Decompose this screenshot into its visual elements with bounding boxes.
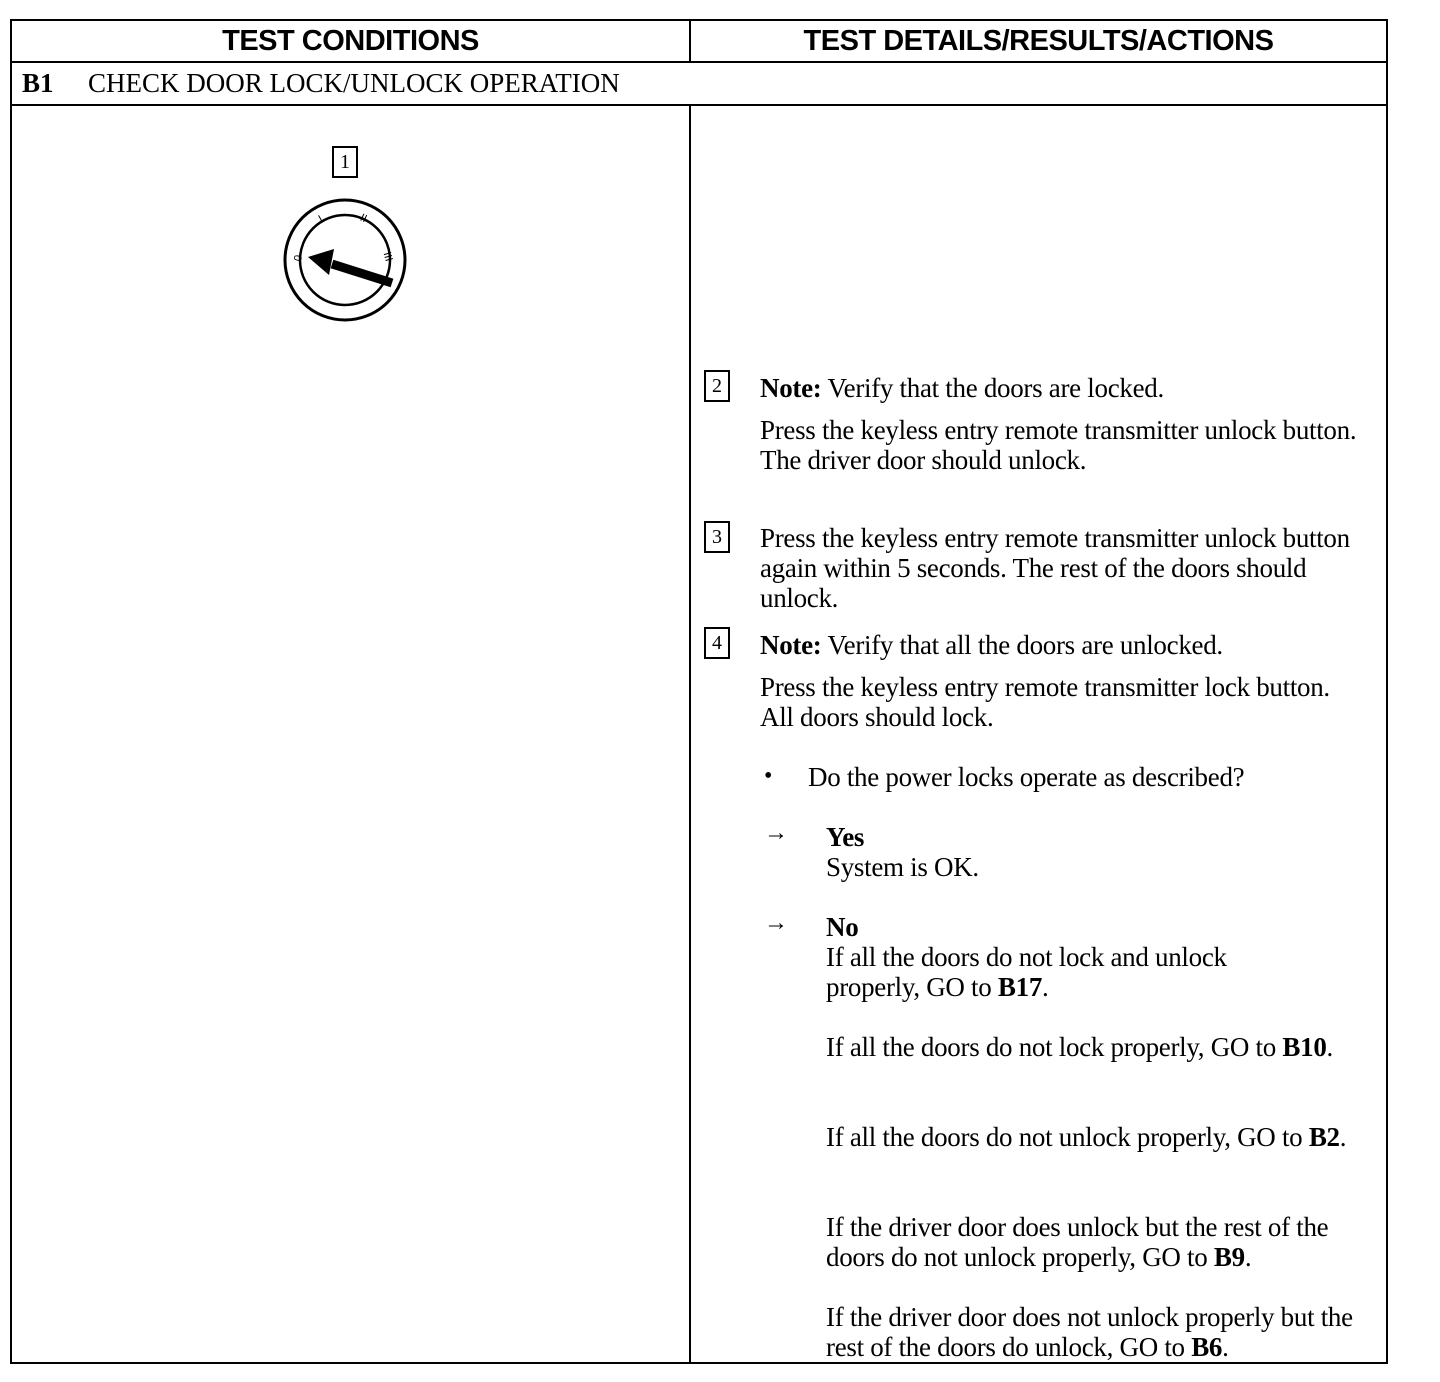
no-action: If all the doors do not unlock properly, GO to B2. xyxy=(826,1122,1347,1152)
no-action-text: If the driver door does not unlock properly but the rest of the doors do unlock, GO to xyxy=(826,1302,1353,1362)
no-action: If the driver door does not unlock properly but the rest of the doors do unlock, GO to B6. xyxy=(826,1302,1353,1362)
no-action-target: B9 xyxy=(1213,1242,1245,1272)
no-action-target: B6 xyxy=(1191,1332,1223,1362)
question-text: Do the power locks operate as described? xyxy=(808,762,1245,792)
switch-label-0: 0 xyxy=(292,254,305,263)
note-label: Note: xyxy=(760,630,822,660)
step-number-box: 1 xyxy=(332,146,358,178)
no-action-text: If the driver door does unlock but the rest of the doors do not unlock properly, GO to xyxy=(826,1212,1329,1272)
header-test-conditions: TEST CONDITIONS xyxy=(12,21,691,63)
no-action: If all the doors do not lock properly, GO to B10. xyxy=(826,1032,1333,1062)
step-title: CHECK DOOR LOCK/UNLOCK OPERATION xyxy=(88,68,620,98)
switch-label-3: III xyxy=(380,250,395,263)
no-action-text: If all the doors do not unlock properly, GO to xyxy=(826,1122,1303,1152)
no-action-target: B17 xyxy=(997,972,1043,1002)
switch-label-2: II xyxy=(358,211,369,226)
column-divider xyxy=(689,106,691,1362)
no-action-target: B10 xyxy=(1282,1032,1327,1062)
test-table xyxy=(10,19,1388,1364)
step-number-box: 3 xyxy=(704,521,730,553)
instruction-text: Press the keyless entry remote transmitter lock button. All doors should lock. xyxy=(760,672,1330,732)
instruction-text: Press the keyless entry remote transmitter unlock button again within 5 seconds. The rest of the doors should unlock. xyxy=(760,523,1350,613)
note-line xyxy=(760,630,1380,660)
switch-label-1: I xyxy=(316,213,326,226)
result-yes-label: Yes xyxy=(826,822,865,852)
ignition-switch-icon xyxy=(282,197,408,323)
no-action-target: B2 xyxy=(1308,1122,1340,1152)
no-action: If all the doors do not lock and unlock properly, GO to B17. xyxy=(826,942,1227,1002)
note-label: Note: xyxy=(760,373,822,403)
arrow-right-icon: → xyxy=(764,820,788,846)
no-action-text: If all the doors do not lock and unlock properly, GO to xyxy=(826,942,1227,1002)
bullet-icon: • xyxy=(764,763,773,789)
no-action-text: If all the doors do not lock properly, GO to xyxy=(826,1032,1276,1062)
arrow-right-icon: → xyxy=(764,910,788,936)
instruction-text: Press the keyless entry remote transmitter unlock button. The driver door should unlock. xyxy=(760,415,1357,475)
step-number-box: 4 xyxy=(704,627,730,659)
note-line xyxy=(760,373,1380,403)
note-text: Verify that the doors are locked. xyxy=(827,373,1164,403)
step-number-box: 2 xyxy=(704,370,730,402)
header-test-details: TEST DETAILS/RESULTS/ACTIONS xyxy=(691,21,1386,63)
result-yes-text: System is OK. xyxy=(826,852,979,882)
step-id: B1 xyxy=(22,68,54,98)
note-text: Verify that all the doors are unlocked. xyxy=(827,630,1223,660)
no-action: If the driver door does unlock but the rest of the doors do not unlock properly, GO to B9. xyxy=(826,1212,1329,1272)
step-title-row xyxy=(12,63,1386,106)
result-no-label: No xyxy=(826,912,859,942)
